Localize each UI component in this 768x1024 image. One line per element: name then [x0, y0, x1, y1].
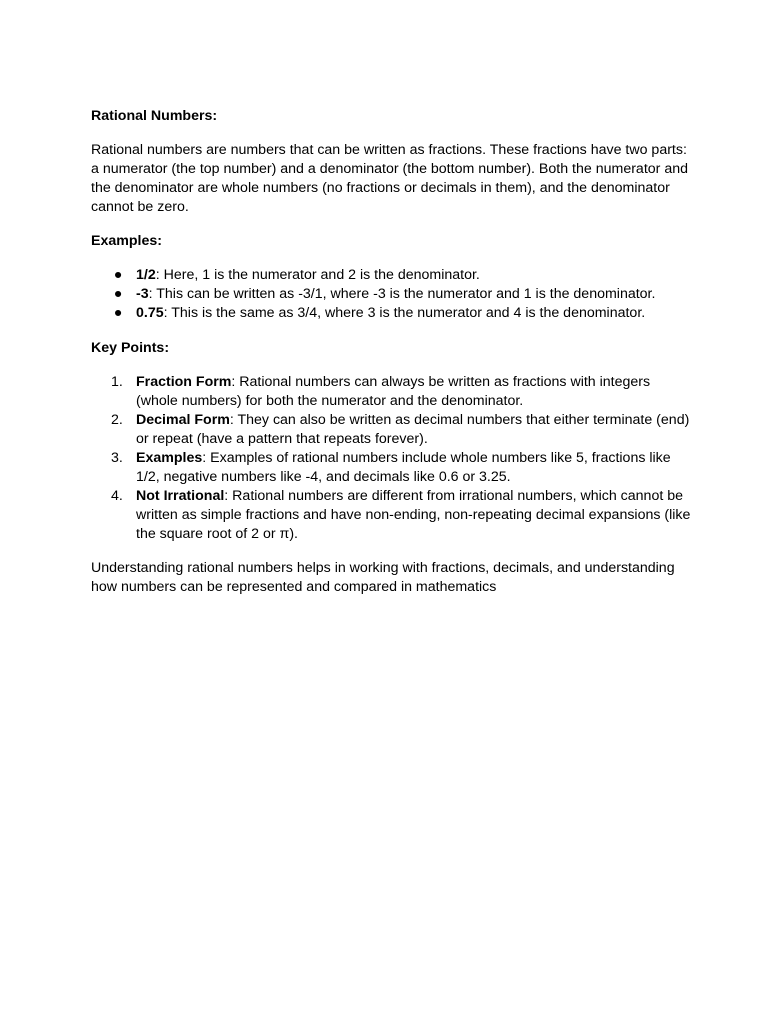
- list-item: [91, 304, 691, 323]
- list-item: [91, 285, 691, 304]
- key-point-term: Decimal Form: [136, 412, 230, 428]
- key-point-text: : They can also be written as decimal numbers that either terminate (end) or repeat (have a pattern that repeats forever).: [136, 412, 690, 447]
- key-point-text: : Examples of rational numbers include whole numbers like 5, fractions like 1/2, negative numbers like -4, and decimals like 0.6 or 3.25.: [136, 450, 671, 485]
- list-item: [91, 373, 691, 411]
- document-page: [91, 107, 691, 597]
- list-number: 1.: [111, 374, 123, 390]
- bullet-icon: ●: [113, 305, 123, 321]
- example-text: : This is the same as 3/4, where 3 is the numerator and 4 is the denominator.: [163, 305, 646, 321]
- key-points-list: [91, 373, 691, 544]
- key-point-term: Not Irrational: [136, 488, 225, 504]
- key-point-text: : Rational numbers can always be written as fractions with integers (whole numbers) for both the numerator and the denominator.: [136, 374, 651, 409]
- intro-paragraph: Rational numbers are numbers that can be written as fractions. These fractions have two parts: a numerator (the top number) and a denominator (the bottom number). Both the numerator and the denominator are whole numbers (no fractions or decimals in them), and the denominator cannot be zero.: [91, 142, 688, 215]
- list-number: 2.: [111, 412, 123, 428]
- list-item: [91, 411, 691, 449]
- key-points-heading: Key Points:: [91, 340, 170, 356]
- list-item: [91, 487, 691, 544]
- key-point-text: : Rational numbers are different from irrational numbers, which cannot be written as simple fractions and have non-ending, non-repeating decimal expansions (like the square root of 2 or π).: [136, 488, 691, 542]
- conclusion-paragraph: Understanding rational numbers helps in working with fractions, decimals, and understanding how numbers can be represented and compared in mathematics: [91, 560, 675, 595]
- examples-list: [91, 266, 691, 323]
- example-term: 0.75: [136, 305, 164, 321]
- key-point-term: Examples: [136, 450, 203, 466]
- example-text: : This can be written as -3/1, where -3 is the numerator and 1 is the denominator.: [148, 286, 656, 302]
- list-number: 4.: [111, 488, 123, 504]
- page-title: Rational Numbers:: [91, 108, 218, 124]
- bullet-icon: ●: [113, 286, 123, 302]
- examples-heading: Examples:: [91, 233, 162, 249]
- list-item: [91, 449, 691, 487]
- example-term: 1/2: [136, 267, 156, 283]
- bullet-icon: ●: [113, 267, 123, 283]
- list-number: 3.: [111, 450, 123, 466]
- key-point-term: Fraction Form: [136, 374, 232, 390]
- list-item: [91, 266, 691, 285]
- example-text: : Here, 1 is the numerator and 2 is the denominator.: [155, 267, 480, 283]
- example-term: -3: [136, 286, 149, 302]
